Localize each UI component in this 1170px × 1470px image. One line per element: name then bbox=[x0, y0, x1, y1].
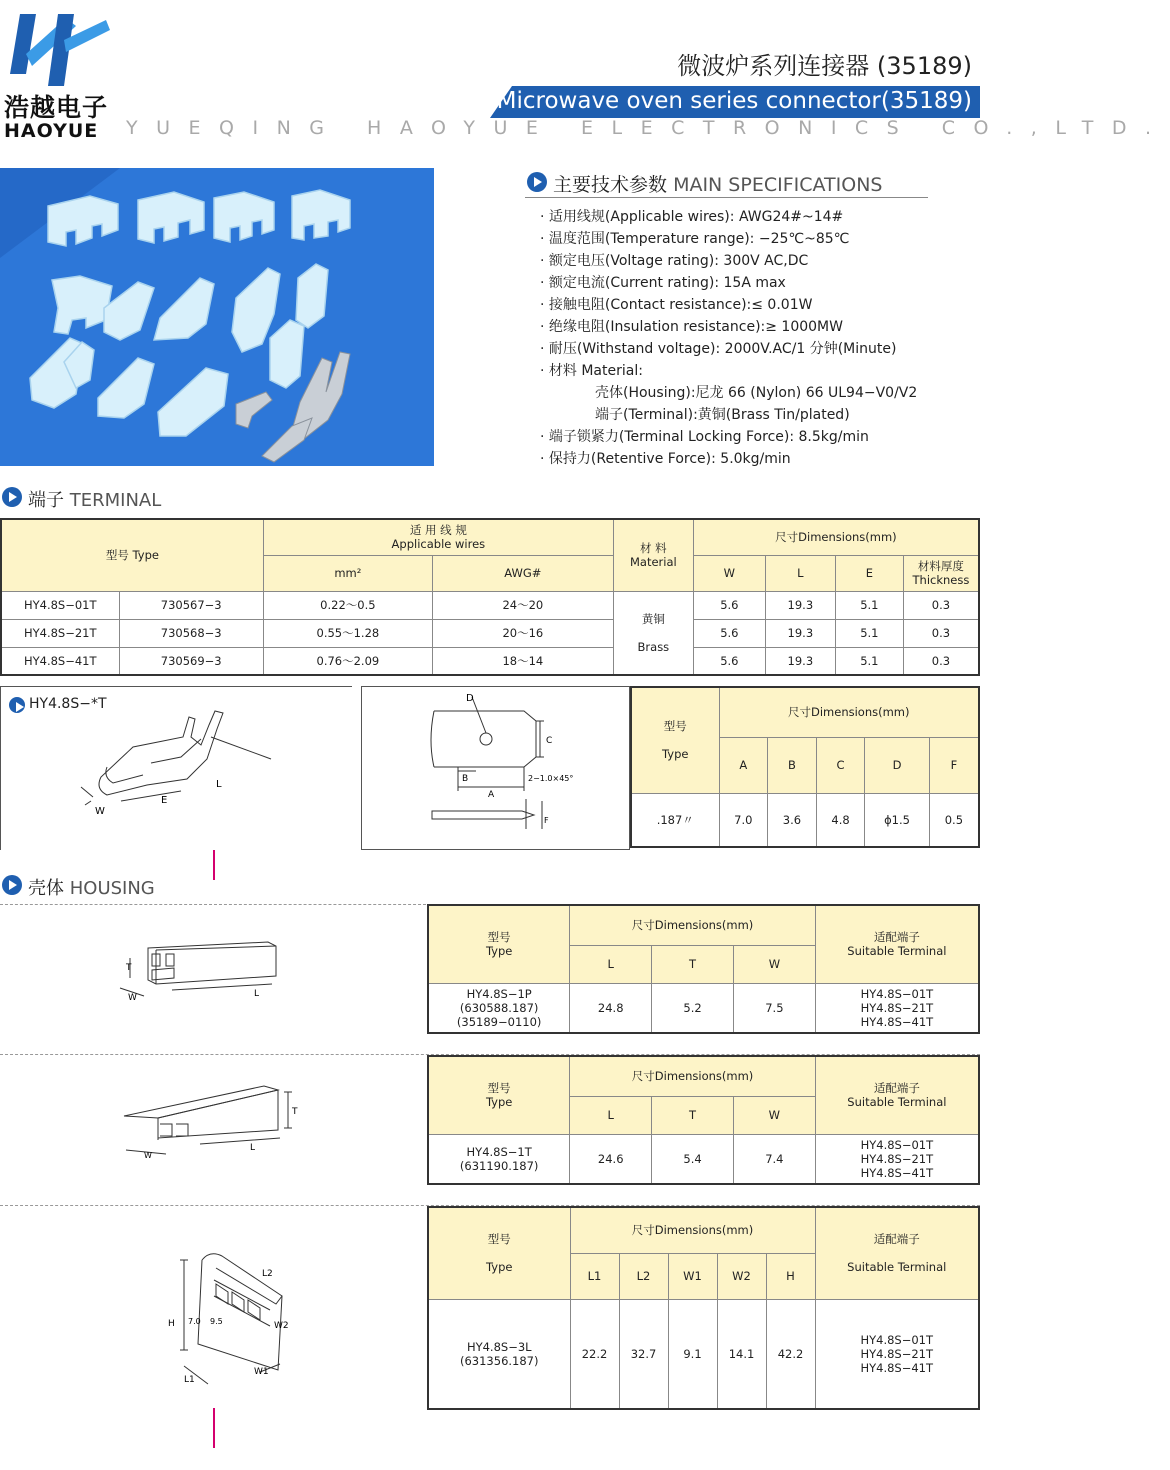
play-bullet-icon bbox=[2, 875, 22, 895]
dim-e: E bbox=[161, 795, 168, 806]
dim-7-0: 7.0 bbox=[188, 1317, 201, 1326]
dim-w1: W1 bbox=[254, 1367, 269, 1377]
spec-item: · 额定电压(Voltage rating): 300V AC,DC bbox=[540, 253, 809, 269]
table-row: HY4.8S−41T 730569−3 0.76～2.09 18～14 5.6 19.3 5.1 0.3 bbox=[1, 647, 979, 675]
tab-drawing bbox=[422, 691, 622, 841]
housing-1t-table: 型号 Type 尺寸Dimensions(mm) 适配端子 Suitable Terminal L T W HY4.8S−1T (631190.187) 24.6 5.4 7.4 HY4.8S−01T HY4.8S−21T HY4.8S−41T bbox=[427, 1055, 980, 1185]
dim-w: W bbox=[128, 993, 137, 1003]
play-bullet-icon bbox=[9, 697, 25, 713]
specs-title-cn: 主要技术参数 bbox=[553, 174, 668, 196]
th-dimensions: 尺寸Dimensions(mm) bbox=[719, 687, 979, 737]
logo-chinese: 浩越电子 bbox=[4, 93, 109, 122]
table-row: HY4.8S−3L (631356.187) 22.2 32.7 9.1 14.1 42.2 HY4.8S−01T HY4.8S−21T HY4.8S−41T bbox=[428, 1299, 979, 1409]
spec-material-terminal: 端子(Terminal):黄铜(Brass Tin/plated) bbox=[595, 407, 850, 423]
dim-l1: L1 bbox=[184, 1375, 195, 1385]
dim-9-5: 9.5 bbox=[210, 1317, 223, 1326]
housing-3l-drawing bbox=[160, 1240, 310, 1390]
logo-english: HAOYUE bbox=[4, 120, 99, 142]
housing-3l-table: 型号 Type 尺寸Dimensions(mm) 适配端子 Suitable Terminal L1 L2 W1 W2 H HY4.8S−3L (631356.187) 22.2 32.7 9.1 14.1 42.2 HY4.8S−01T HY4.8S−21T HY4.8S−41T bbox=[427, 1206, 980, 1410]
dim-d: D bbox=[466, 693, 474, 704]
th-e: E bbox=[835, 555, 903, 591]
connector-parts-illustration bbox=[0, 168, 434, 466]
dim-l: L bbox=[216, 779, 222, 790]
spec-item: · 适用线规(Applicable wires): AWG24#~14# bbox=[540, 209, 844, 225]
th-awg: AWG# bbox=[432, 555, 613, 591]
divider bbox=[0, 904, 426, 905]
th-type: 型号 Type bbox=[1, 519, 263, 591]
th-thickness: 材料厚度 Thickness bbox=[903, 555, 979, 591]
dim-t: T bbox=[126, 963, 132, 973]
page-title-chinese: 微波炉系列连接器 (35189) bbox=[677, 52, 972, 80]
spec-item: · 材料 Material: bbox=[540, 363, 643, 379]
spec-item: · 保持力(Retentive Force): 5.0kg/min bbox=[540, 451, 791, 467]
terminal-drawing-label: HY4.8S−*T bbox=[29, 696, 107, 712]
table-row: HY4.8S−1T (631190.187) 24.6 5.4 7.4 HY4.8S−01T HY4.8S−21T HY4.8S−41T bbox=[428, 1134, 979, 1184]
specs-list bbox=[540, 206, 917, 470]
th-w: W bbox=[693, 555, 765, 591]
dim-l: L bbox=[254, 989, 260, 999]
terminal-section-title: 端子 TERMINAL bbox=[28, 490, 162, 511]
tab-dimension-table: 型号 Type 尺寸Dimensions(mm) A B C D F .187〃 7.0 3.6 4.8 ϕ1.5 0.5 bbox=[630, 686, 980, 848]
terminal-drawing bbox=[71, 707, 291, 817]
table-row: HY4.8S−01T 730567−3 0.22～0.5 24～20 黄铜 Brass 5.6 19.3 5.1 0.3 bbox=[1, 591, 979, 619]
marker-line bbox=[213, 850, 215, 880]
terminal-drawing-box bbox=[0, 686, 352, 850]
specs-title bbox=[553, 170, 882, 197]
dim-w: W bbox=[144, 1151, 152, 1160]
th-material: 材 料 Material bbox=[613, 519, 693, 591]
dim-f: F bbox=[544, 816, 549, 825]
housing-1p-drawing bbox=[110, 930, 300, 1010]
dim-a: A bbox=[488, 790, 495, 800]
specs-divider bbox=[525, 197, 928, 198]
dim-chamfer: 2−1.0×45° bbox=[528, 774, 574, 783]
th-wires: 适 用 线 规 Applicable wires bbox=[263, 519, 613, 555]
company-tagline: YUEQING HAOYUE ELECTRONICS CO.,LTD. bbox=[126, 117, 1170, 139]
dim-w2: W2 bbox=[274, 1321, 289, 1331]
housing-section-title: 壳体 HOUSING bbox=[28, 878, 155, 899]
marker-line bbox=[213, 1408, 215, 1448]
terminal-table bbox=[0, 518, 980, 676]
dim-c: C bbox=[546, 736, 553, 746]
spec-item: · 端子锁紧力(Terminal Locking Force): 8.5kg/min bbox=[540, 429, 869, 445]
housing-1p-table: 型号 Type 尺寸Dimensions(mm) 适配端子 Suitable Terminal L T W HY4.8S−1P (630588.187) (35189−0110) 24.8 5.2 7.5 HY4.8S−01T HY4.8S−21T HY4.8S−41T bbox=[427, 904, 980, 1034]
product-photo bbox=[0, 168, 434, 466]
th-mm2: mm² bbox=[263, 555, 432, 591]
spec-item: · 温度范围(Temperature range): −25℃~85℃ bbox=[540, 231, 850, 247]
specs-title-en: MAIN SPECIFICATIONS bbox=[673, 174, 883, 196]
spec-item: · 绝缘电阻(Insulation resistance):≥ 1000MW bbox=[540, 319, 843, 335]
th-l: L bbox=[765, 555, 835, 591]
dim-t: T bbox=[292, 1107, 298, 1117]
th-type: 型号 Type bbox=[631, 687, 719, 793]
housing-1t-drawing bbox=[120, 1080, 310, 1160]
table-row: HY4.8S−21T 730568−3 0.55～1.28 20～16 5.6 19.3 5.1 0.3 bbox=[1, 619, 979, 647]
dim-l2: L2 bbox=[262, 1269, 273, 1279]
spec-material-housing: 壳体(Housing):尼龙 66 (Nylon) 66 UL94−V0/V2 bbox=[595, 385, 918, 401]
material-cell: 黄铜 Brass bbox=[613, 591, 693, 675]
table-row: HY4.8S−1P (630588.187) (35189−0110) 24.8 5.2 7.5 HY4.8S−01T HY4.8S−21T HY4.8S−41T bbox=[428, 983, 979, 1033]
dim-h: H bbox=[168, 1319, 175, 1329]
dim-w: W bbox=[95, 806, 105, 817]
spec-item: · 额定电流(Current rating): 15A max bbox=[540, 275, 786, 291]
tab-drawing-box bbox=[361, 686, 630, 850]
spec-item: · 接触电阻(Contact resistance):≤ 0.01W bbox=[540, 297, 813, 313]
spec-item: · 耐压(Withstand voltage): 2000V.AC/1 分钟(Minute) bbox=[540, 341, 897, 357]
table-row: .187〃 7.0 3.6 4.8 ϕ1.5 0.5 bbox=[631, 793, 979, 847]
dim-l: L bbox=[250, 1143, 256, 1153]
page-title-english: Microwave oven series connector(35189) bbox=[496, 88, 972, 114]
play-bullet-icon bbox=[527, 172, 547, 192]
dim-b: B bbox=[462, 774, 469, 784]
th-dimensions: 尺寸Dimensions(mm) bbox=[693, 519, 979, 555]
haoyue-logo-icon bbox=[6, 14, 110, 86]
play-bullet-icon bbox=[2, 487, 22, 507]
